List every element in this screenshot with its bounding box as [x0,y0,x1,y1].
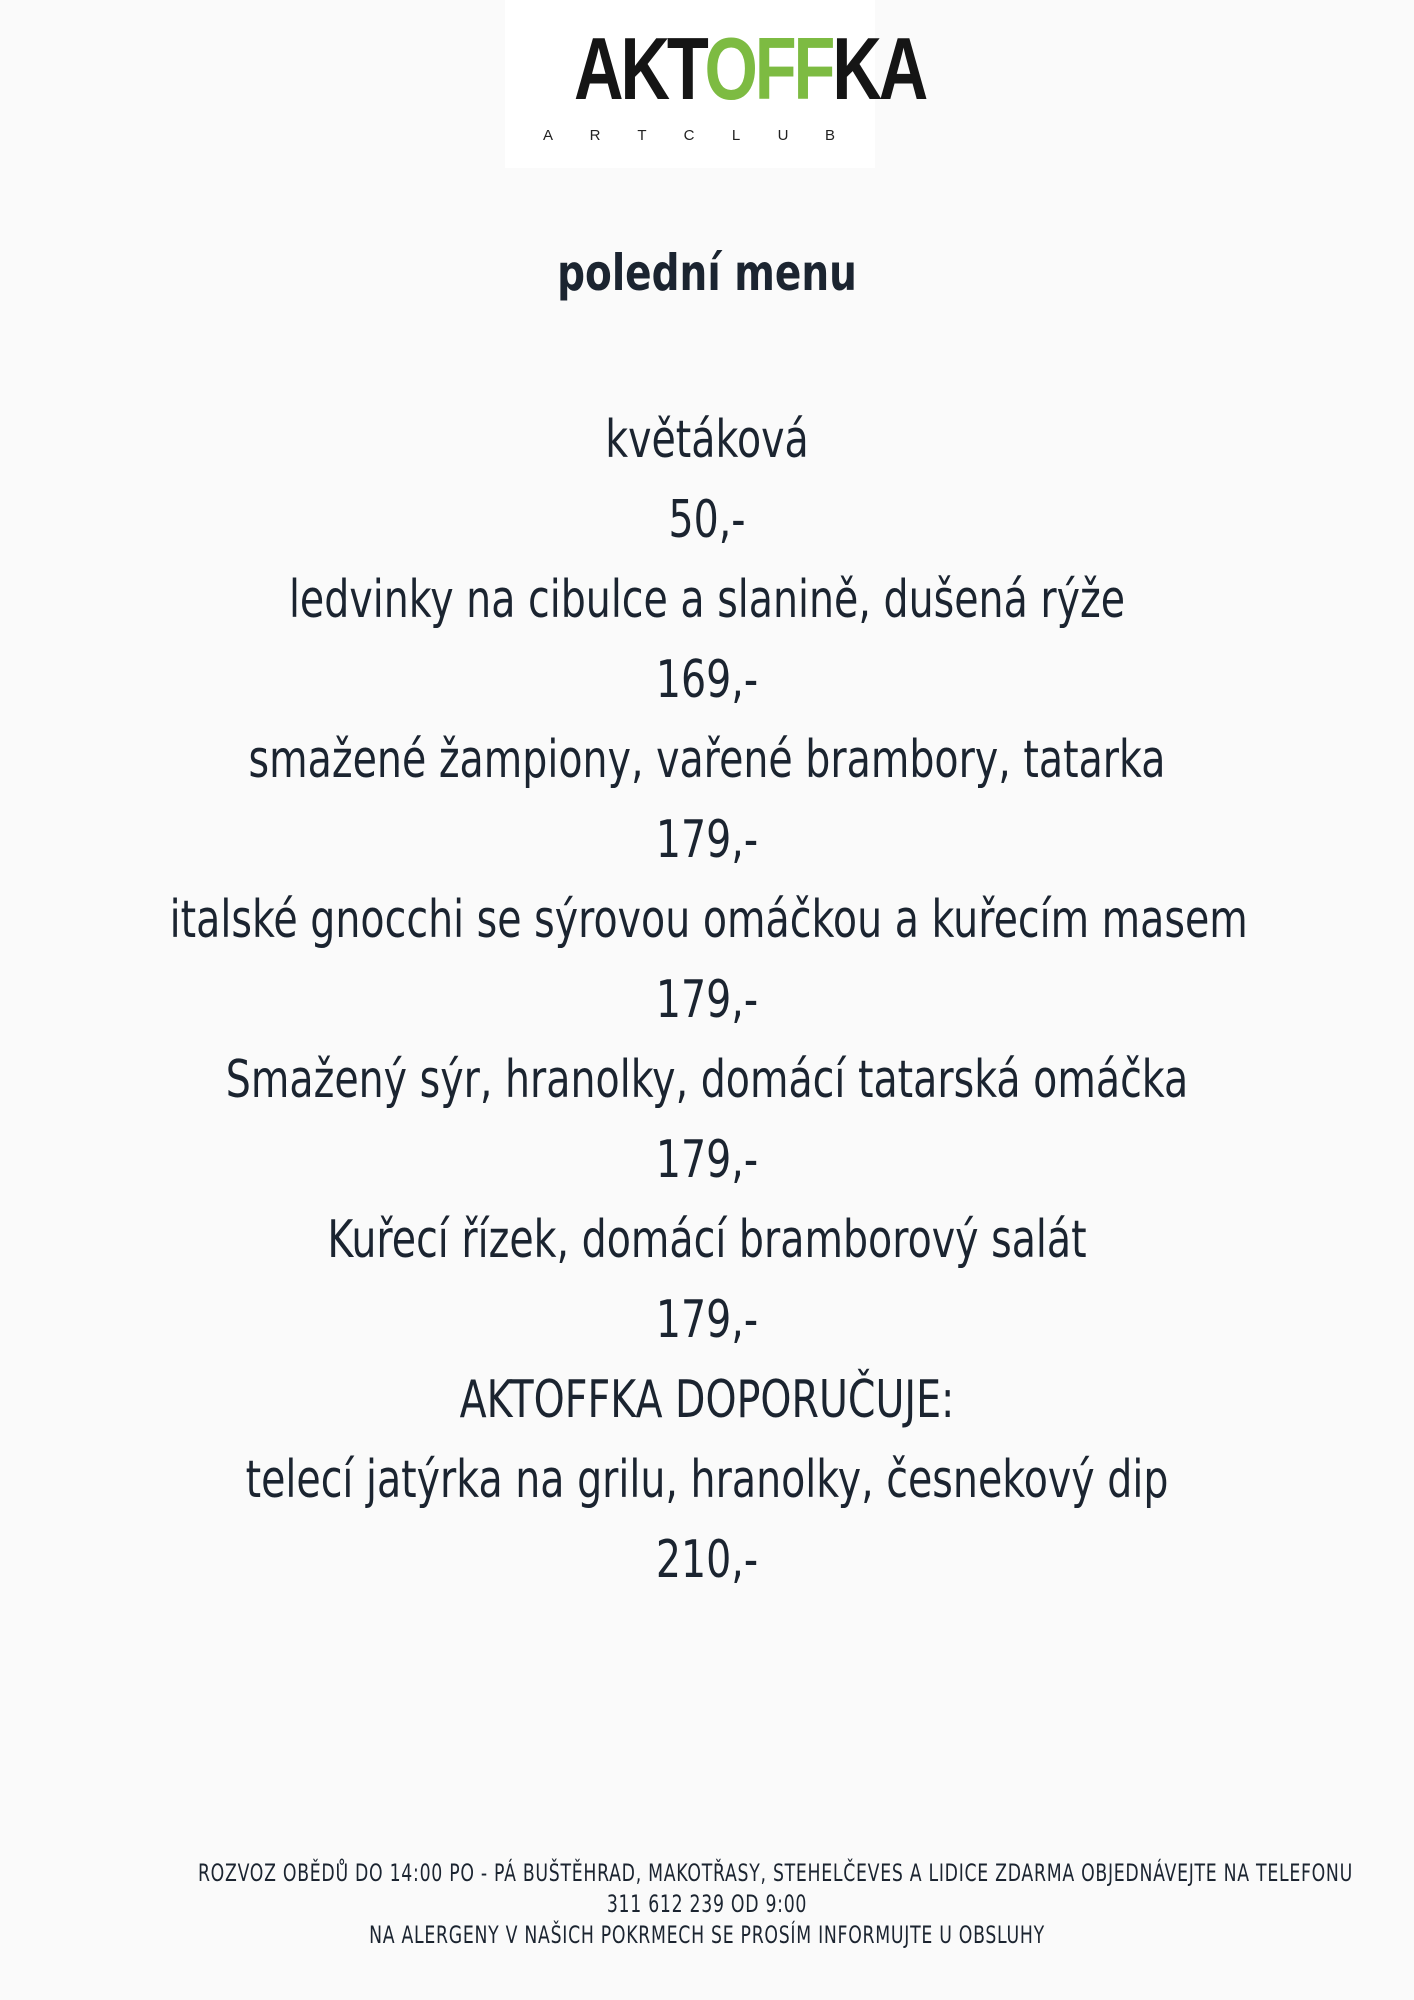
logo-subtitle-letter: R [589,127,601,144]
logo [505,0,926,168]
logo-subtitle-letter: T [637,127,647,144]
footer-phone: 311 612 239 OD 9:00 [606,1890,808,1918]
logo-word-end: KA [832,19,926,118]
logo-subtitle [539,128,839,144]
menu-item-dish: ledvinky na cibulce a slanině, dušená rýže [288,570,1126,630]
menu-item-dish: italské gnocchi se sýrovou omáčkou a kuřecím masem [169,890,1248,950]
menu-price: 210,- [655,1530,759,1590]
logo-subtitle-letter: C [683,127,695,144]
footer-allergen-note: NA ALERGENY V NAŠICH POKRMECH SE PROSÍM INFORMUJTE U OBSLUHY [369,1921,1045,1949]
menu-item-dish: Smažený sýr, hranolky, domácí tatarská omáčka [225,1050,1189,1110]
menu-price: 179,- [655,1130,759,1190]
logo-subtitle-letter: U [777,127,789,144]
menu-item-soup: květáková [605,410,809,470]
menu-price: 179,- [655,810,759,870]
menu-item-dish: smažené žampiony, vařené brambory, tatarka [248,730,1166,790]
menu-price: 179,- [655,1290,759,1350]
menu-list [0,400,1414,1600]
logo-word-start: AKT [574,19,705,118]
menu-price: 50,- [668,490,746,550]
logo-wordmark [574,19,926,118]
logo-subtitle-letter: L [731,127,741,144]
menu-item-dish: Kuřecí řízek, domácí bramborový salát [327,1210,1087,1270]
footer-delivery-info: ROZVOZ OBĚDŮ DO 14:00 PO - PÁ BUŠTĚHRAD, MAKOTŘASY, STEHELČEVES A LIDICE ZDARMA OBJEDNÁVEJTE NA TELEFONU [197,1859,1353,1887]
logo-subtitle-letter: B [824,127,835,144]
menu-recommendation-heading: AKTOFFKA DOPORUČUJE: [459,1370,955,1430]
page-title: polední menu [557,244,857,302]
logo-word-green: OFF [704,19,833,118]
footer [0,1858,1414,1951]
menu-item-recommended: telecí jatýrka na grilu, hranolky, česnekový dip [245,1450,1169,1510]
menu-price: 169,- [655,650,759,710]
logo-subtitle-letter: A [542,127,553,144]
menu-price: 179,- [655,970,759,1030]
